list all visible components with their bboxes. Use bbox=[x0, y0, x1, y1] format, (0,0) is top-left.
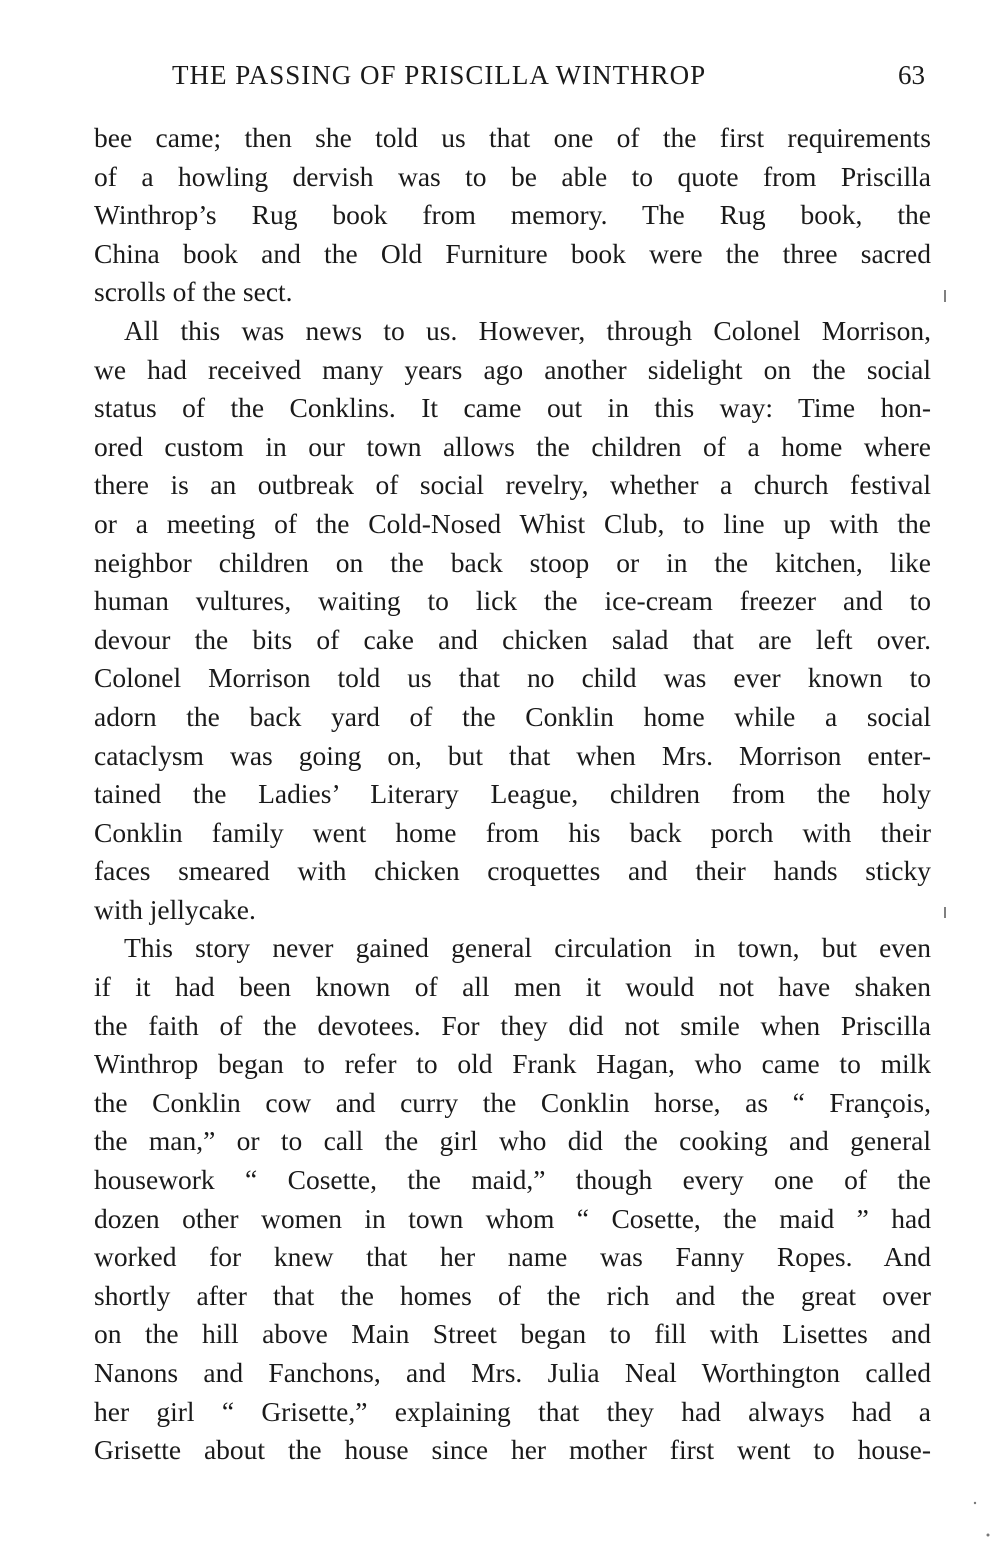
text-line: devour the bits of cake and chicken salad that are left over. bbox=[94, 623, 931, 655]
text-line: faces smeared with chicken croquettes and their hands sticky bbox=[94, 855, 931, 887]
text-line: dozen other women in town whom “ Cosette, the maid ” had bbox=[94, 1202, 931, 1234]
text-line: All this was news to us. However, through Colonel Morrison, bbox=[124, 314, 931, 346]
text-line: if it had been known of all men it would not have shaken bbox=[94, 971, 931, 1003]
text-line: the man,” or to call the girl who did the cooking and general bbox=[94, 1125, 931, 1157]
text-line: or a meeting of the Cold-Nosed Whist Club, to line up with the bbox=[94, 507, 931, 539]
text-line: Grisette about the house since her mother first went to house- bbox=[94, 1434, 931, 1466]
page-number: 63 bbox=[898, 60, 925, 90]
text-line: the Conklin cow and curry the Conklin horse, as “ François, bbox=[94, 1086, 931, 1118]
text-line: status of the Conklins. It came out in this way: Time hon- bbox=[94, 392, 931, 424]
text-line: Colonel Morrison told us that no child was ever known to bbox=[94, 662, 931, 694]
running-title: THE PASSING OF PRISCILLA WINTHROP bbox=[172, 60, 707, 90]
text-line: Nanons and Fanchons, and Mrs. Julia Neal Worthington called bbox=[94, 1357, 931, 1388]
text-line: China book and the Old Furniture book were the three sacred bbox=[94, 237, 931, 269]
text-line: Winthrop began to refer to old Frank Hagan, who came to milk bbox=[94, 1048, 931, 1080]
text-line: there is an outbreak of social revelry, whether a church festival bbox=[94, 469, 931, 501]
text-line: neighbor children on the back stoop or in the kitchen, like bbox=[94, 546, 931, 578]
text-line: with jellycake. bbox=[94, 893, 256, 925]
text-line: on the hill above Main Street began to fill with Lisettes and bbox=[94, 1318, 931, 1350]
text-line: Winthrop’s Rug book from memory. The Rug book, the bbox=[94, 199, 931, 231]
text-line: ored custom in our town allows the children of a home where bbox=[94, 430, 931, 462]
text-line: the faith of the devotees. For they did not smile when Priscilla bbox=[94, 1009, 931, 1041]
text-line: we had received many years ago another sidelight on the social bbox=[94, 353, 931, 385]
text-line: scrolls of the sect. bbox=[94, 276, 293, 308]
text-line: worked for knew that her name was Fanny Ropes. And bbox=[94, 1241, 931, 1273]
text-line: bee came; then she told us that one of the first requirements bbox=[94, 122, 931, 153]
text-line: housework “ Cosette, the maid,” though every one of the bbox=[94, 1164, 931, 1196]
text-line: This story never gained general circulation in town, but even bbox=[124, 932, 931, 964]
text-line: shortly after that the homes of the rich and the great over bbox=[94, 1279, 931, 1311]
scan-speck bbox=[987, 1534, 990, 1537]
text-line: cataclysm was going on, but that when Mrs. Morrison enter- bbox=[94, 739, 931, 771]
text-line: adorn the back yard of the Conklin home while a social bbox=[94, 700, 931, 732]
text-line: Conklin family went home from his back porch with their bbox=[94, 816, 931, 848]
text-line: of a howling dervish was to be able to quote from Priscilla bbox=[94, 160, 931, 192]
text-line: her girl “ Grisette,” explaining that they had always had a bbox=[94, 1395, 931, 1427]
text-line: tained the Ladies’ Literary League, children from the holy bbox=[94, 778, 931, 810]
text-line: human vultures, waiting to lick the ice-cream freezer and to bbox=[94, 585, 931, 617]
scan-speck bbox=[974, 1502, 976, 1504]
